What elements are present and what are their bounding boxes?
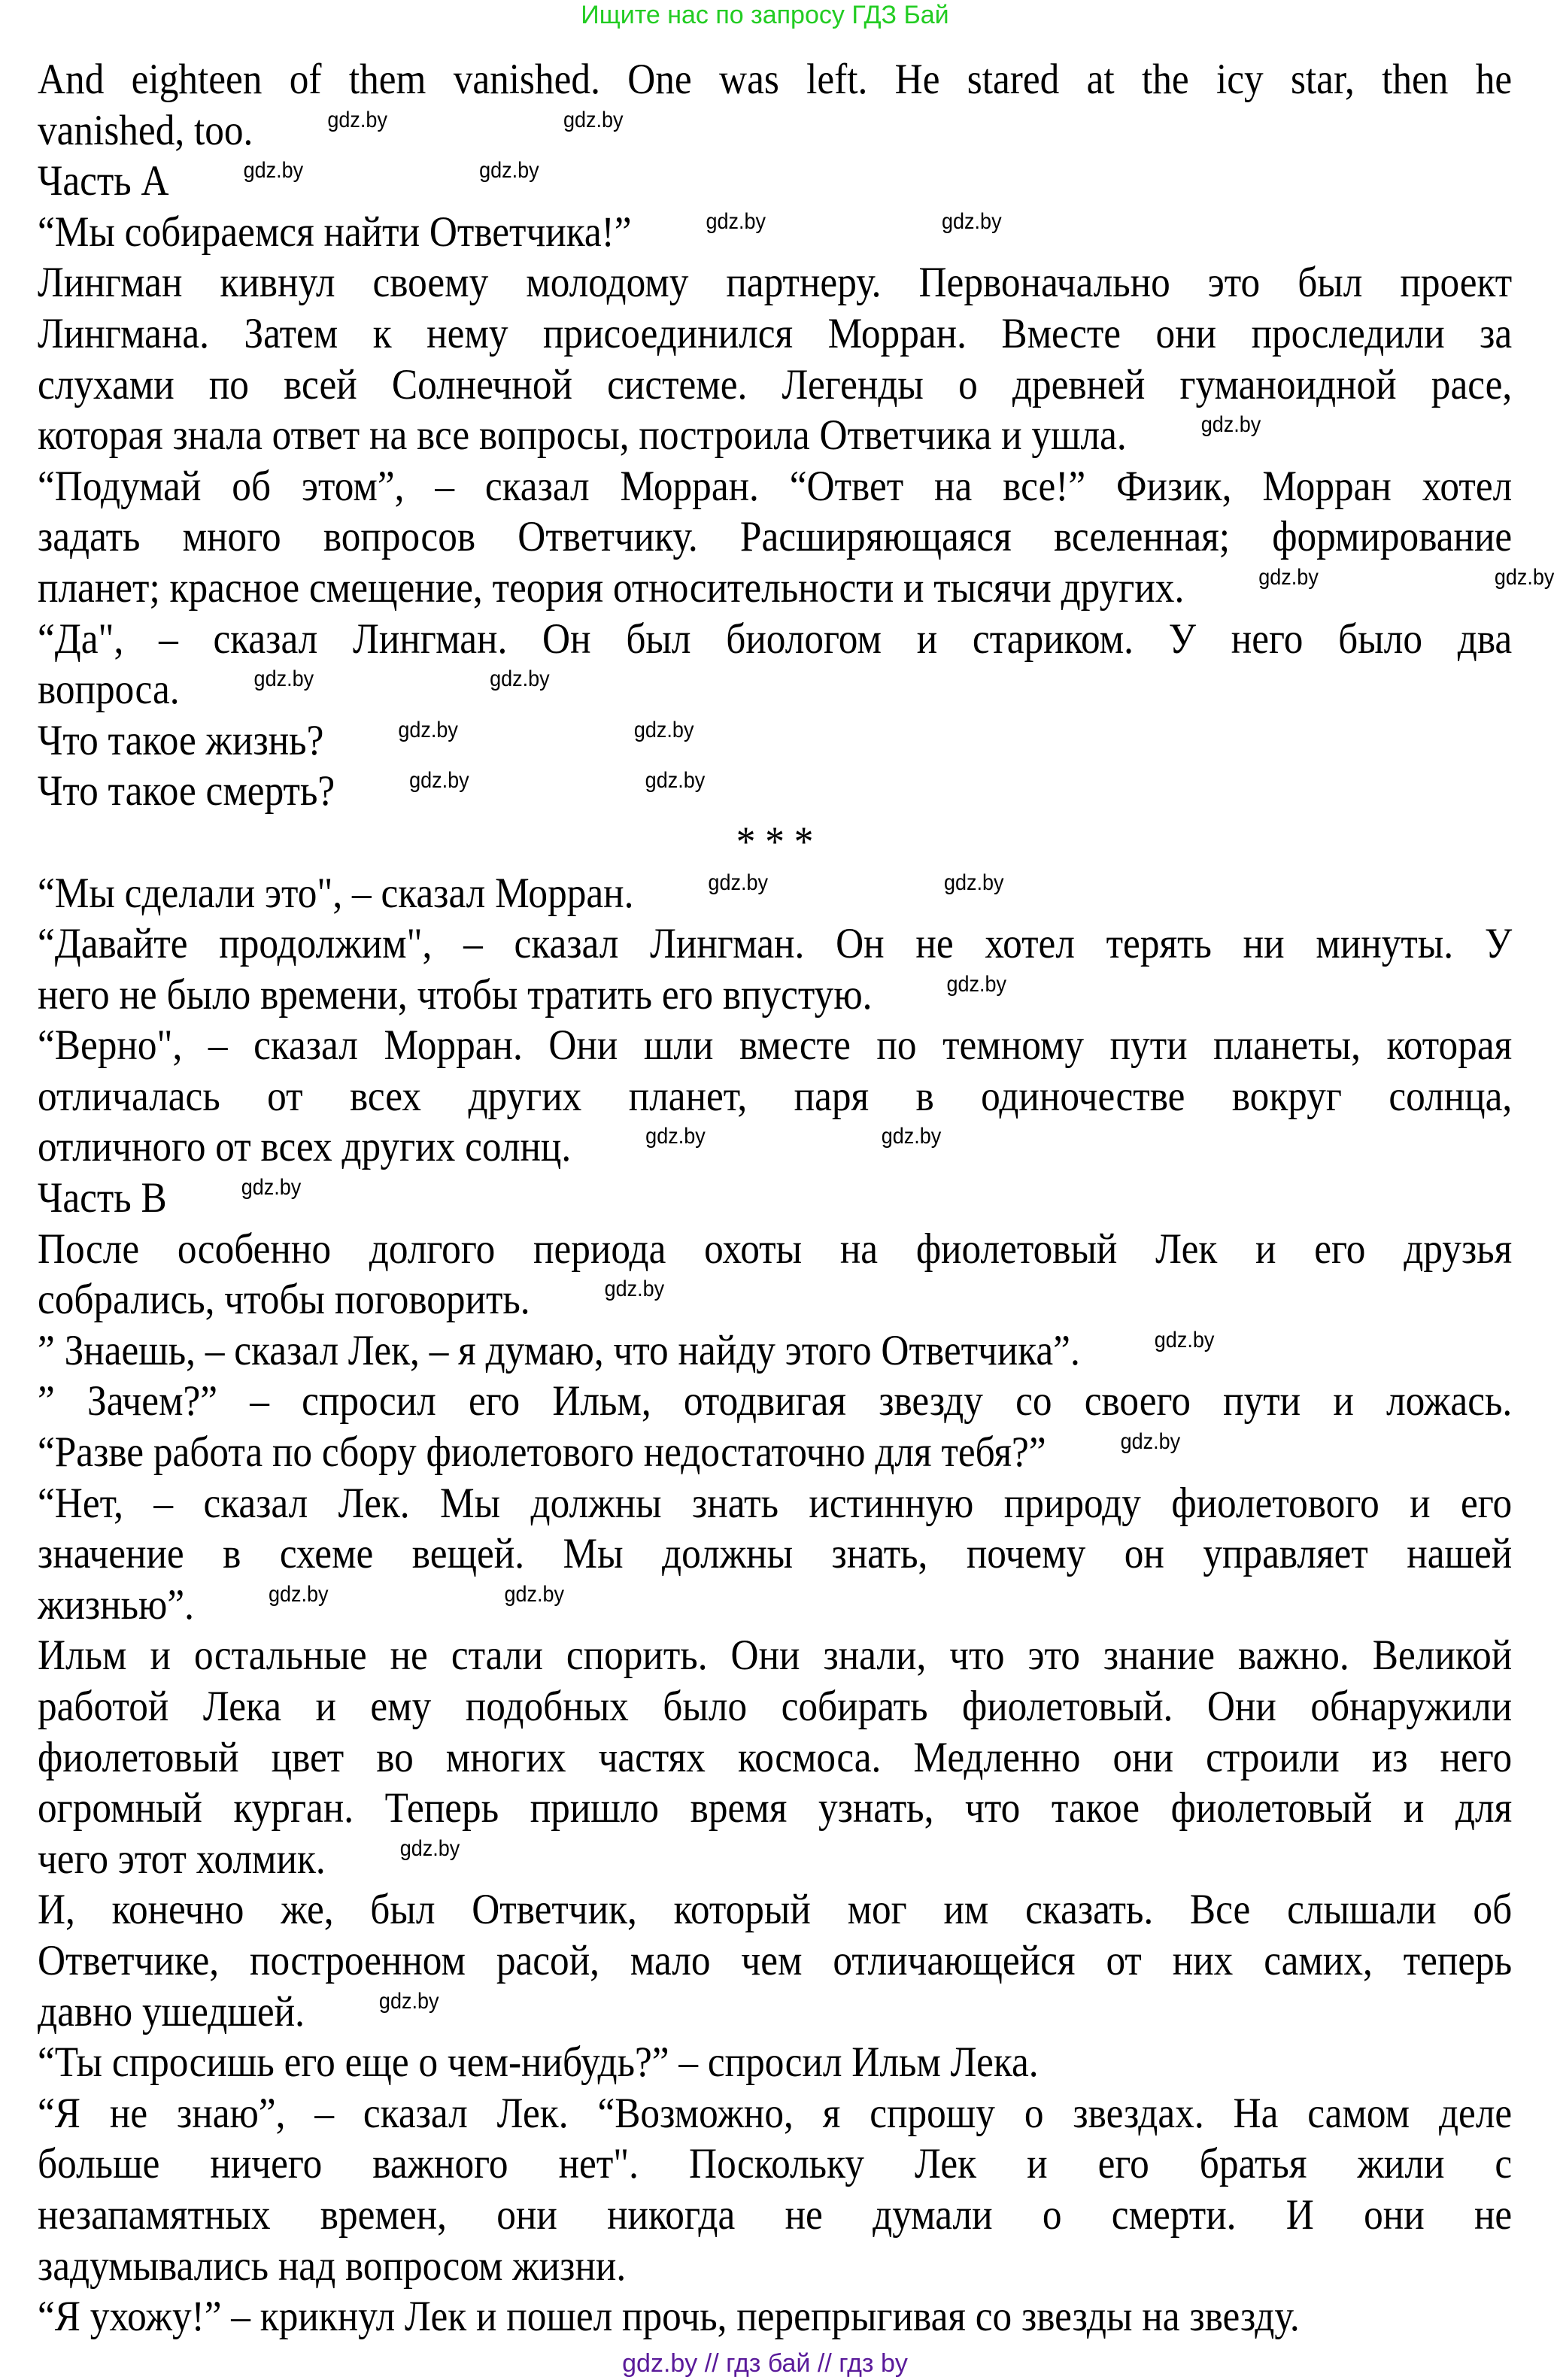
text-line (38, 360, 1512, 411)
footer-links[interactable]: gdz.by // гдз бай // гдз by (622, 2349, 908, 2378)
gdz-watermark: gdz.by (378, 1988, 439, 2014)
gdz-watermark: gdz.by (409, 768, 469, 794)
text-line (38, 2139, 1512, 2190)
gdz-watermark: gdz.by (243, 158, 304, 184)
text-line (38, 1935, 1512, 1987)
text-line-content: “Разве работа по сбору фиолетового недостаточно для тебя?” (38, 1428, 1046, 1477)
text-line (38, 2088, 1512, 2139)
text-line-content: жизнью”. (38, 1580, 194, 1629)
text-line (38, 1987, 1512, 2038)
gdz-watermark: gdz.by (563, 107, 624, 132)
text-line (38, 2241, 1512, 2292)
gdz-watermark: gdz.by (1154, 1327, 1215, 1352)
text-line-content: которая знала ответ на все вопросы, построила Ответчика и ушла. (38, 411, 1127, 460)
text-line-content: “Я ухожу!” – крикнул Лек и пошел прочь, перепрыгивая со звезды на звезду. (38, 2293, 1300, 2341)
text-line (38, 1630, 1512, 1681)
gdz-watermark: gdz.by (253, 666, 314, 692)
text-line-content: And eighteen of them vanished. One was left. He stared at the icy star, then he (38, 56, 1513, 103)
text-line (38, 1122, 1512, 1173)
gdz-watermark: gdz.by (399, 1835, 460, 1861)
text-line (38, 563, 1554, 614)
text-line-content: чего этот холмик. (38, 1835, 326, 1883)
text-line-content: “Ты спросишь его еще о чем-нибудь?” – спросил Ильм Лека. (38, 2038, 1039, 2087)
gdz-watermark: gdz.by (943, 870, 1004, 895)
document-text (38, 54, 1554, 2342)
text-line (38, 512, 1512, 563)
gdz-watermark: gdz.by (327, 107, 387, 132)
text-line (38, 105, 1512, 156)
text-line-content: отличного от всех других солнц. (38, 1123, 572, 1171)
text-line (38, 664, 1512, 715)
text-line-content: Лингман кивнул своему молодому партнеру. Первоначально это был проект (38, 259, 1513, 307)
text-line (38, 1681, 1512, 1732)
text-line (38, 2291, 1512, 2342)
text-line-content: него не было времени, чтобы тратить его впустую. (38, 970, 873, 1018)
text-line-content: “Верно", – сказал Морран. Они шли вместе по темному пути планеты, которая (38, 1022, 1513, 1070)
text-line-content: задумывались над вопросом жизни. (38, 2242, 627, 2290)
text-line (38, 1478, 1512, 1529)
text-line-content: слухами по всей Солнечной системе. Легенды о древней гуманоидной расе, (38, 360, 1513, 408)
text-line-content: “Подумай об этом”, – сказал Морран. “Ответ на все!” Физик, Морран хотел (38, 462, 1513, 510)
text-line-content: “Да", – сказал Лингман. Он был биологом и стариком. У него было два (38, 615, 1513, 663)
text-line-content: ” Зачем?” – спросил его Ильм, отодвигая звезду со своего пути и ложась. (38, 1377, 1513, 1425)
gdz-watermark: gdz.by (1120, 1429, 1181, 1455)
gdz-watermark: gdz.by (1258, 564, 1319, 590)
text-line (38, 1884, 1512, 1935)
gdz-watermark: gdz.by (645, 1124, 706, 1149)
text-line (38, 207, 1512, 258)
text-line-content: Лингмана. Затем к нему присоединился Морран. Вместе они проследили за (38, 309, 1513, 357)
text-line (38, 817, 1512, 868)
text-line-content: “Нет, – сказал Лек. Мы должны знать истинную природу фиолетового и его (38, 1479, 1513, 1527)
text-line-content: И, конечно же, был Ответчик, который мог им сказать. Все слышали об (38, 1886, 1513, 1934)
text-line-content: vanished, too. (38, 106, 253, 154)
text-line (38, 308, 1512, 360)
text-line-content: работой Лека и ему подобных было собирать фиолетовый. Они обнаружили (38, 1683, 1513, 1730)
gdz-watermark: gdz.by (708, 870, 768, 895)
text-line-content: вопроса. (38, 666, 180, 714)
text-line-content: больше ничего важного нет". Поскольку Лек и его братья жили с (38, 2140, 1513, 2188)
text-line-content: * * * (736, 818, 814, 866)
text-line (38, 766, 1512, 817)
text-line (38, 156, 1512, 207)
text-line (38, 1732, 1512, 1783)
text-line (38, 715, 1512, 767)
gdz-watermark: gdz.by (604, 1277, 665, 1302)
text-line (38, 1528, 1512, 1580)
text-line (38, 1580, 1512, 1631)
gdz-watermark: gdz.by (490, 666, 550, 692)
text-line (38, 1274, 1512, 1325)
text-line-content: давно ушедшей. (38, 1987, 305, 2035)
gdz-watermark: gdz.by (645, 768, 706, 794)
text-line-content: задать много вопросов Ответчику. Расширяющаяся вселенная; формирование (38, 513, 1513, 561)
text-line-content: отличалась от всех других планет, паря в одиночестве вокруг солнца, (38, 1072, 1513, 1120)
gdz-watermark: gdz.by (1200, 412, 1261, 438)
text-line-content: Ильм и остальные не стали спорить. Они знали, что это знание важно. Великой (38, 1632, 1513, 1680)
text-line-content: “Мы сделали это", – сказал Морран. (38, 869, 634, 917)
gdz-watermark: gdz.by (479, 158, 539, 184)
text-line (38, 461, 1512, 512)
text-line (38, 257, 1512, 308)
gdz-watermark: gdz.by (706, 208, 766, 234)
gdz-watermark: gdz.by (504, 1581, 565, 1607)
text-line-content: Ответчике, построенном расой, мало чем отличающейся от них самих, теперь (38, 1936, 1513, 1984)
gdz-watermark: gdz.by (241, 1175, 302, 1201)
text-line (38, 1427, 1512, 1478)
text-line-content: собрались, чтобы поговорить. (38, 1276, 530, 1324)
gdz-watermark: gdz.by (881, 1124, 942, 1149)
text-line (38, 1071, 1512, 1122)
gdz-watermark: gdz.by (268, 1581, 329, 1607)
text-line (38, 2190, 1512, 2241)
text-line-content: Часть В (38, 1174, 167, 1222)
text-line (38, 410, 1512, 461)
text-line-content: планет; красное смещение, теория относительности и тысячи других. (38, 563, 1185, 612)
text-line (38, 2037, 1512, 2088)
text-line (38, 1325, 1512, 1377)
text-line-content: Что такое жизнь? (38, 716, 324, 764)
text-line-content: “Давайте продолжим", – сказал Лингман. Он не хотел терять ни минуты. У (38, 920, 1513, 968)
gdz-watermark: gdz.by (398, 717, 458, 742)
text-line (38, 614, 1512, 665)
text-line-content: значение в схеме вещей. Мы должны знать, почему он управляет нашей (38, 1530, 1513, 1578)
text-line (38, 1173, 1512, 1224)
text-line-content: незапамятных времен, они никогда не думали о смерти. И они не (38, 2190, 1513, 2239)
text-line-content: Что такое смерть? (38, 767, 335, 815)
text-line (38, 970, 1512, 1021)
header-banner[interactable]: Ищите нас по запросу ГДЗ Бай (581, 1, 949, 29)
text-line (38, 1376, 1512, 1427)
text-line (38, 868, 1512, 919)
text-line (38, 1783, 1512, 1834)
text-line (38, 54, 1512, 105)
text-line (38, 1224, 1512, 1275)
text-line-content: ” Знаешь, – сказал Лек, – я думаю, что найду этого Ответчика”. (38, 1326, 1080, 1374)
text-line-content: “Мы собираемся найти Ответчика!” (38, 208, 632, 256)
text-line (38, 918, 1512, 970)
text-line-content: После особенно долгого периода охоты на фиолетовый Лек и его друзья (38, 1225, 1513, 1273)
gdz-watermark: gdz.by (1494, 564, 1554, 590)
gdz-watermark: gdz.by (633, 717, 694, 742)
text-line-content: “Я не знаю”, – сказал Лек. “Возможно, я спрошу о звездах. На самом деле (38, 2089, 1513, 2137)
text-line (38, 1834, 1512, 1885)
gdz-watermark: gdz.by (946, 971, 1007, 997)
text-line-content: фиолетовый цвет во многих частях космоса. Медленно они строили из него (38, 1733, 1513, 1781)
gdz-watermark: gdz.by (942, 208, 1002, 234)
text-line-content: огромный курган. Теперь пришло время узнать, что такое фиолетовый и для (38, 1784, 1513, 1832)
text-line-content: Часть А (38, 157, 169, 205)
text-line (38, 1020, 1512, 1071)
